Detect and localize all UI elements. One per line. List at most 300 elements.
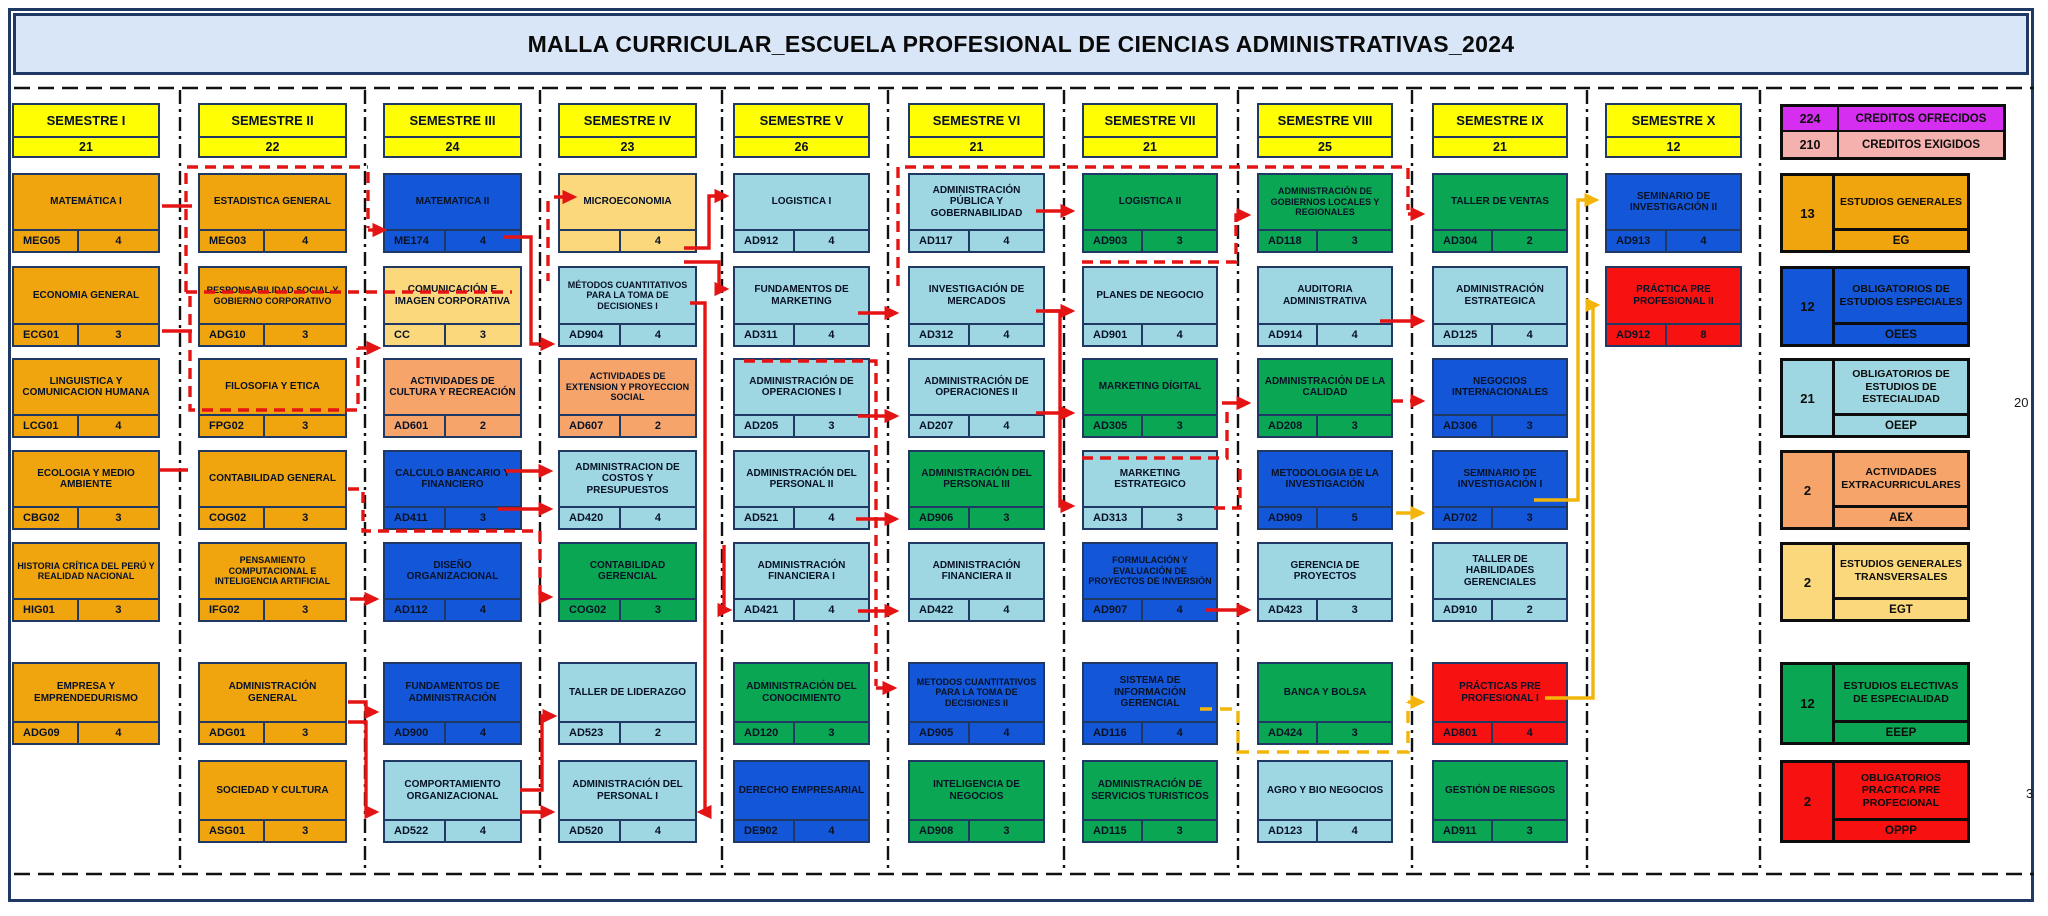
course-code-strip (1084, 323, 1216, 345)
course-name: ADMINISTRACIÓN PÚBLICA Y GOBERNABILIDAD (930, 184, 1023, 219)
course-code-strip (735, 819, 868, 841)
course-code-strip (200, 598, 345, 620)
course-card (383, 358, 522, 438)
course-name: AUDITORIA ADMINISTRATIVA (1282, 284, 1368, 307)
semester-label: SEMESTRE IV (560, 105, 695, 138)
course-credits: 2 (654, 420, 661, 432)
course-code-strip (385, 414, 520, 436)
course-code-strip (560, 323, 695, 345)
course-code: ASG01 (200, 821, 265, 841)
course-name: PRÁCTICA PRE PROFESIONAL II (1633, 284, 1714, 307)
semester-label: SEMESTRE III (385, 105, 520, 138)
legend-category-code: EEEP (1835, 720, 1967, 742)
course-card (198, 450, 347, 530)
course-credits: 3 (654, 604, 661, 616)
course-card (383, 266, 522, 347)
course-code-strip (200, 721, 345, 743)
course-code: AD523 (560, 723, 621, 743)
course-name: ADMINISTRACIÓN DE GOBIERNOS LOCALES Y REGIONALES (1270, 186, 1380, 218)
course-card (733, 542, 870, 622)
course-code-strip (1259, 506, 1391, 528)
course-name: CONTABILIDAD GERENCIAL (589, 559, 666, 582)
course-code-strip (1259, 598, 1391, 620)
course-name: COMPORTAMIENTO ORGANIZACIONAL (404, 779, 501, 802)
course-name: FUNDAMENTOS DE ADMINISTRACIÓN (405, 681, 500, 704)
semester-header-4 (558, 103, 697, 158)
course-code-strip (1434, 721, 1566, 743)
semester-header-2 (198, 103, 347, 158)
course-name: ADMINISTRACIÓN DE OPERACIONES I (749, 375, 854, 398)
course-credits: 3 (1176, 235, 1183, 247)
course-code: AD304 (1434, 231, 1493, 251)
legend-category-oppp (1780, 760, 1970, 843)
course-code-strip (735, 229, 868, 251)
course-card (1082, 760, 1218, 843)
course-card (558, 662, 697, 745)
legend-category-eg (1780, 173, 1970, 253)
course-code-strip (1259, 819, 1391, 841)
course-credits: 2 (654, 727, 661, 739)
course-card (12, 450, 160, 530)
semester-label: SEMESTRE X (1607, 105, 1740, 138)
course-name: GESTIÓN DE RIESGOS (1444, 784, 1556, 796)
legend-category-count: 2 (1783, 453, 1835, 527)
course-card (908, 173, 1045, 253)
course-code: AD123 (1259, 821, 1318, 841)
course-code-strip (200, 819, 345, 841)
course-card (908, 358, 1045, 438)
course-credits: 3 (115, 329, 122, 341)
course-code: AD913 (1607, 231, 1667, 251)
course-name: ADMINISTRACIÓN DE SERVICIOS TURISTICOS (1091, 779, 1209, 802)
course-code: AD520 (560, 821, 621, 841)
course-code-strip (385, 819, 520, 841)
semester-credits: 21 (79, 140, 93, 154)
course-code-strip (735, 598, 868, 620)
course-code-strip (1434, 819, 1566, 841)
course-code-strip (1084, 414, 1216, 436)
course-code-strip (1259, 721, 1391, 743)
course-name: BANCA Y BOLSA (1283, 686, 1367, 698)
course-code: AD423 (1259, 600, 1318, 620)
course-code: CC (385, 325, 446, 345)
semester-label: SEMESTRE VI (910, 105, 1043, 138)
course-name: MATEMATICA II (415, 196, 490, 208)
legend-category-aex (1780, 450, 1970, 530)
course-card (383, 173, 522, 253)
course-credits: 4 (1526, 727, 1533, 739)
course-code-strip (560, 414, 695, 436)
course-card (908, 266, 1045, 347)
course-credits: 3 (1003, 512, 1010, 524)
legend-category-count: 21 (1783, 361, 1835, 435)
course-code-strip (200, 229, 345, 251)
course-code: AD801 (1434, 723, 1493, 743)
course-name: MICROECONOMIA (583, 196, 672, 208)
course-code: AD118 (1259, 231, 1318, 251)
course-code: AD424 (1259, 723, 1318, 743)
course-card (1257, 358, 1393, 438)
course-code: AD909 (1259, 508, 1318, 528)
legend-category-code: EGT (1835, 597, 1967, 619)
legend-category-egt (1780, 542, 1970, 622)
course-card (198, 662, 347, 745)
course-card (1082, 662, 1218, 745)
course-code: DE902 (735, 821, 795, 841)
semester-header-7 (1082, 103, 1218, 158)
course-code-strip (1607, 323, 1740, 345)
course-name: MATEMÁTICA I (50, 196, 122, 208)
course-code-strip (200, 506, 345, 528)
legend-category-oeep (1780, 358, 1970, 438)
course-code: HIG01 (14, 600, 79, 620)
legend-category-label: ACTIVIDADES EXTRACURRICULARES (1841, 466, 1961, 491)
course-credits: 4 (1003, 727, 1010, 739)
course-name: SISTEMA DE INFORMACIÓN GERENCIAL (1114, 675, 1186, 710)
course-code-strip (560, 229, 695, 251)
course-credits: 4 (828, 512, 835, 524)
course-code: AD903 (1084, 231, 1143, 251)
course-card (198, 760, 347, 843)
course-code: AD904 (560, 325, 621, 345)
semester-credits: 23 (620, 140, 635, 154)
course-name: ADMINISTRACIÓN ESTRATEGICA (1456, 284, 1544, 307)
course-credits: 4 (1351, 329, 1358, 341)
course-credits: 3 (115, 604, 122, 616)
course-code: AD313 (1084, 508, 1143, 528)
semester-credits: 24 (445, 140, 460, 154)
semester-label: SEMESTRE I (14, 105, 158, 138)
course-code-strip (14, 323, 158, 345)
course-name: CALCULO BANCARIO Y FINANCIERO (395, 467, 510, 490)
course-code: AD112 (385, 600, 446, 620)
course-name: TALLER DE HABILIDADES GERENCIALES (1463, 553, 1537, 588)
course-code-strip (1434, 323, 1566, 345)
course-code-strip (735, 414, 868, 436)
course-name: LOGISTICA I (771, 196, 832, 208)
course-code: MEG05 (14, 231, 79, 251)
course-credits: 4 (479, 604, 486, 616)
course-code: AD905 (910, 723, 970, 743)
credits-summary-row (1783, 132, 2003, 157)
course-code (560, 231, 621, 251)
course-code: AD912 (735, 231, 795, 251)
course-code: AD117 (910, 231, 970, 251)
course-code-strip (910, 819, 1043, 841)
semester-header-9 (1432, 103, 1568, 158)
course-card (198, 542, 347, 622)
course-credits: 4 (479, 235, 486, 247)
course-name: ADMINISTRACIÓN DEL CONOCIMIENTO (746, 681, 857, 704)
course-code: AD120 (735, 723, 795, 743)
course-name: SEMINARIO DE INVESTIGACIÓN II (1629, 190, 1718, 213)
course-code: AD521 (735, 508, 795, 528)
credits-label: CREDITOS EXIGIDOS (1861, 138, 1980, 151)
semester-credits: 25 (1318, 140, 1332, 154)
course-card (733, 662, 870, 745)
course-name: DERECHO EMPRESARIAL (738, 784, 865, 796)
course-code: ADG09 (14, 723, 79, 743)
legend-category-oees (1780, 266, 1970, 347)
course-credits: 2 (479, 420, 486, 432)
legend-category-count: 12 (1783, 665, 1835, 742)
course-card (1432, 358, 1568, 438)
course-name: RESPONSABILIDAD SOCIAL Y GOBIERNO CORPORATIVO (206, 285, 339, 306)
course-card (1432, 542, 1568, 622)
course-name: TALLER DE LIDERAZGO (568, 686, 687, 698)
course-name: AGRO Y BIO NEGOCIOS (1266, 784, 1384, 796)
course-name: INVESTIGACIÓN DE MERCADOS (928, 284, 1025, 307)
course-credits: 3 (302, 512, 309, 524)
course-credits: 3 (1176, 512, 1183, 524)
course-name: FORMULACIÓN Y EVALUACIÓN DE PROYECTOS DE INVERSIÓN (1088, 555, 1212, 587)
course-credits: 4 (828, 825, 835, 837)
course-credits: 3 (302, 825, 309, 837)
course-name: MÉTODOS CUANTITATIVOS PARA LA TOMA DE DECISIONES I (567, 279, 688, 311)
course-code: AD907 (1084, 600, 1143, 620)
legend-category-count: 2 (1783, 763, 1835, 840)
course-card (733, 173, 870, 253)
course-credits: 3 (1526, 512, 1533, 524)
course-code-strip (910, 323, 1043, 345)
course-name: PENSAMIENTO COMPUTACIONAL E INTELIGENCIA ARTIFICIAL (214, 555, 331, 587)
course-card (1082, 358, 1218, 438)
credits-label: CREDITOS OFRECIDOS (1855, 112, 1987, 125)
course-code-strip (910, 229, 1043, 251)
course-code-strip (910, 721, 1043, 743)
course-card (733, 358, 870, 438)
course-name: ACTIVIDADES DE CULTURA Y RECREACIÓN (389, 375, 516, 398)
legend-category-label: OBLIGATORIOS DE ESTUDIOS DE ESTECIALIDAD (1852, 368, 1950, 406)
course-credits: 3 (479, 329, 486, 341)
course-code: AD421 (735, 600, 795, 620)
course-credits: 4 (1176, 604, 1183, 616)
course-credits: 4 (1003, 604, 1010, 616)
course-name: NEGOCIOS INTERNACIONALES (1451, 375, 1549, 398)
course-card (1257, 266, 1393, 347)
course-code: ADG10 (200, 325, 265, 345)
course-card (198, 173, 347, 253)
course-code: AD908 (910, 821, 970, 841)
course-card (1257, 450, 1393, 530)
course-code-strip (560, 819, 695, 841)
semester-label: SEMESTRE VII (1084, 105, 1216, 138)
course-name: LINGUISTICA Y COMUNICACION HUMANA (22, 375, 150, 398)
course-credits: 3 (1351, 727, 1358, 739)
course-credits: 4 (828, 329, 835, 341)
course-name: SEMINARIO DE INVESTIGACIÓN I (1457, 467, 1543, 490)
semester-credits: 26 (794, 140, 809, 154)
course-credits: 4 (1003, 329, 1010, 341)
course-code: AD914 (1259, 325, 1318, 345)
course-card (558, 358, 697, 438)
course-credits: 4 (115, 727, 122, 739)
course-card (1082, 450, 1218, 530)
legend-category-label: ESTUDIOS GENERALES TRANSVERSALES (1840, 558, 1962, 583)
course-credits: 4 (1700, 235, 1707, 247)
course-name: GERENCIA DE PROYECTOS (1290, 559, 1360, 582)
course-code: AD205 (735, 416, 795, 436)
semester-header-10 (1605, 103, 1742, 158)
course-credits: 3 (1526, 825, 1533, 837)
course-code-strip (1084, 598, 1216, 620)
course-code: AD912 (1607, 325, 1667, 345)
course-credits: 3 (1003, 825, 1010, 837)
course-name: ADMINISTRACIÓN DE LA CALIDAD (1264, 375, 1386, 398)
course-code-strip (1434, 229, 1566, 251)
course-code: AD311 (735, 325, 795, 345)
course-credits: 4 (1526, 329, 1533, 341)
course-code-strip (200, 414, 345, 436)
course-code: AD906 (910, 508, 970, 528)
course-credits: 3 (1351, 235, 1358, 247)
course-name: HISTORIA CRÍTICA DEL PERÚ Y REALIDAD NACIONAL (17, 560, 155, 581)
course-code: AD305 (1084, 416, 1143, 436)
course-card (733, 450, 870, 530)
course-name: ADMINISTRACION DE COSTOS Y PRESUPUESTOS (575, 461, 680, 496)
course-credits: 4 (115, 420, 122, 432)
course-name: ESTADISTICA GENERAL (213, 196, 332, 208)
course-name: PRÁCTICAS PRE PROFESIONAL I (1459, 681, 1541, 704)
semester-credits: 21 (1143, 140, 1157, 154)
legend-category-count: 2 (1783, 545, 1835, 619)
course-credits: 3 (115, 512, 122, 524)
semester-credits: 21 (1493, 140, 1507, 154)
course-card (733, 760, 870, 843)
course-card (383, 662, 522, 745)
legend-category-label: OBLIGATORIOS DE ESTUDIOS ESPECIALES (1839, 282, 1963, 308)
course-credits: 4 (828, 604, 835, 616)
course-name: ADMINISTRACIÓN DEL PERSONAL II (746, 467, 857, 490)
course-name: ADMINISTRACIÓN DEL PERSONAL III (921, 467, 1032, 490)
course-card (1605, 173, 1742, 253)
course-name: LOGISTICA II (1118, 196, 1182, 208)
course-code-strip (14, 229, 158, 251)
course-code: AD116 (1084, 723, 1143, 743)
legend-category-label: OBLIGATORIOS PRACTICA PRE PROFECIONAL (1860, 771, 1942, 809)
course-name: COMUNICACIÓN E IMAGEN CORPORATIVA (394, 284, 511, 307)
course-code: IFG02 (200, 600, 265, 620)
course-card (383, 760, 522, 843)
course-name: FUNDAMENTOS DE MARKETING (754, 284, 849, 307)
course-card (12, 662, 160, 745)
course-card (733, 266, 870, 347)
course-code: AD422 (910, 600, 970, 620)
semester-label: SEMESTRE II (200, 105, 345, 138)
course-credits: 4 (1003, 235, 1010, 247)
course-card (558, 542, 697, 622)
course-credits: 3 (1351, 420, 1358, 432)
course-credits: 4 (1003, 420, 1010, 432)
course-credits: 3 (828, 727, 835, 739)
course-credits: 3 (1176, 825, 1183, 837)
course-code: AD306 (1434, 416, 1493, 436)
course-code: CBG02 (14, 508, 79, 528)
course-code-strip (735, 506, 868, 528)
course-code: AD125 (1434, 325, 1493, 345)
course-card (1257, 760, 1393, 843)
course-name: DISEÑO ORGANIZACIONAL (406, 559, 499, 582)
course-code-strip (1084, 721, 1216, 743)
course-name: ADMINISTRACIÓN FINANCIERA II (932, 559, 1021, 582)
course-card (908, 662, 1045, 745)
course-card (1257, 662, 1393, 745)
course-credits: 4 (302, 235, 309, 247)
semester-header-1 (12, 103, 160, 158)
course-code: COG02 (200, 508, 265, 528)
course-card (908, 450, 1045, 530)
course-code-strip (200, 323, 345, 345)
course-name: ECONOMIA GENERAL (32, 289, 140, 301)
course-credits: 3 (302, 420, 309, 432)
legend-category-count: 12 (1783, 269, 1835, 344)
course-credits: 5 (1351, 512, 1358, 524)
course-card (1432, 760, 1568, 843)
course-code: AD411 (385, 508, 446, 528)
course-code-strip (560, 506, 695, 528)
course-code-strip (385, 323, 520, 345)
course-code-strip (560, 598, 695, 620)
course-credits: 4 (479, 727, 486, 739)
course-name: MARKETING DÍGITAL (1098, 381, 1202, 393)
course-card (1257, 542, 1393, 622)
course-card (558, 266, 697, 347)
course-code-strip (560, 721, 695, 743)
course-code: AD910 (1434, 600, 1493, 620)
course-code-strip (1607, 229, 1740, 251)
course-code: AD208 (1259, 416, 1318, 436)
course-code: COG02 (560, 600, 621, 620)
semester-header-8 (1257, 103, 1393, 158)
course-code-strip (1259, 229, 1391, 251)
credits-summary-row (1783, 107, 2003, 132)
course-code-strip (1084, 506, 1216, 528)
stray-number-top: 20 (2014, 395, 2029, 410)
legend-category-code: AEX (1835, 505, 1967, 527)
course-credits: 3 (302, 329, 309, 341)
course-code-strip (385, 506, 520, 528)
course-card (1432, 450, 1568, 530)
course-code: AD901 (1084, 325, 1143, 345)
course-code: MEG03 (200, 231, 265, 251)
course-card (383, 542, 522, 622)
course-card (198, 266, 347, 347)
course-code: ME174 (385, 231, 446, 251)
stray-number-bottom: 3 (2026, 786, 2034, 801)
course-credits: 4 (1351, 825, 1358, 837)
course-name: FILOSOFIA Y ETICA (225, 381, 320, 393)
course-code: LCG01 (14, 416, 79, 436)
course-code-strip (14, 506, 158, 528)
course-code-strip (735, 323, 868, 345)
course-credits: 3 (828, 420, 835, 432)
semester-header-5 (733, 103, 870, 158)
course-code: FPG02 (200, 416, 265, 436)
course-card (1432, 173, 1568, 253)
course-credits: 4 (654, 512, 661, 524)
course-card (1082, 173, 1218, 253)
course-name: ACTIVIDADES DE EXTENSION Y PROYECCION SOCIAL (565, 371, 690, 403)
course-code-strip (910, 506, 1043, 528)
course-card (198, 358, 347, 438)
course-name: TALLER DE VENTAS (1451, 196, 1549, 208)
course-credits: 3 (302, 727, 309, 739)
course-code: ECG01 (14, 325, 79, 345)
course-credits: 2 (1526, 604, 1533, 616)
course-card (12, 542, 160, 622)
course-card (12, 173, 160, 253)
credits-value: 224 (1783, 107, 1839, 130)
